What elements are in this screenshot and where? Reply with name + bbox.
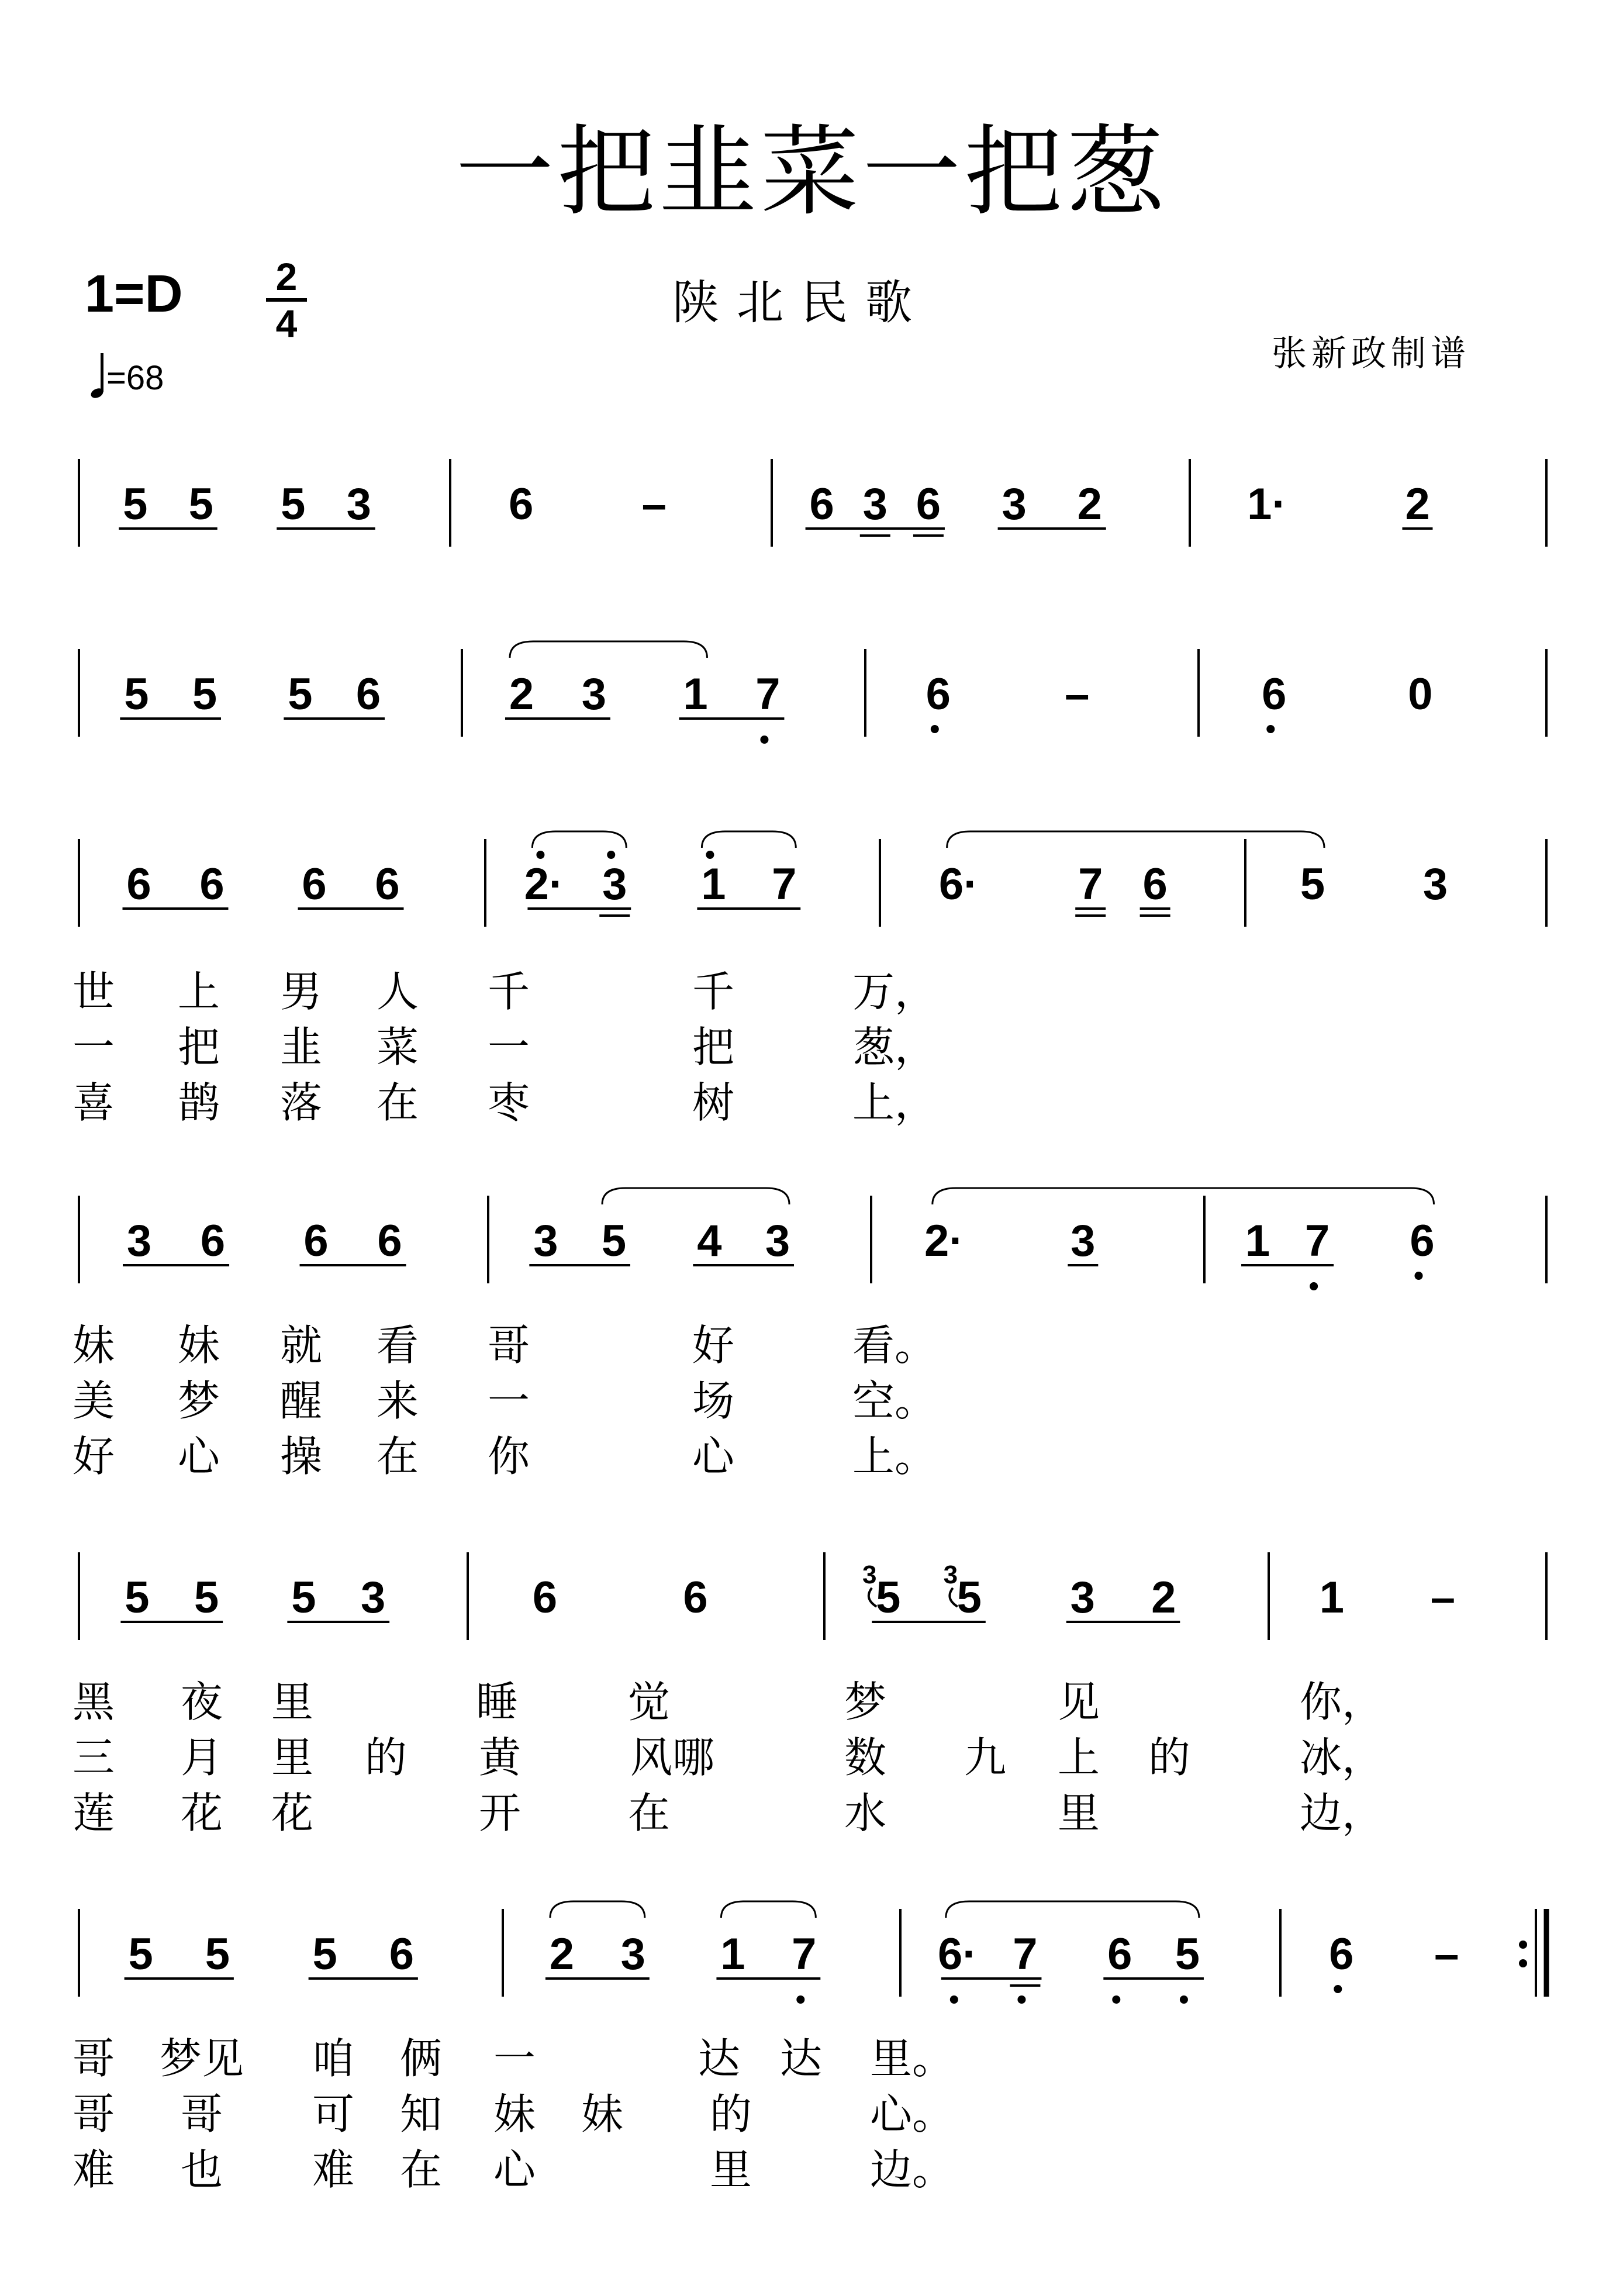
note-digit: 5: [188, 479, 213, 529]
lyric-syllable: 心。: [869, 2090, 955, 2139]
lyric-syllable: 男: [279, 967, 323, 1016]
lyric-syllable: 九: [964, 1733, 1007, 1782]
lyric-syllable: 难: [312, 2145, 355, 2194]
lyric-syllable: 达: [697, 2034, 741, 2083]
lyric-syllable: 韭: [279, 1023, 323, 1072]
lyric-syllable: 世: [72, 967, 115, 1016]
note-digit: 7: [755, 669, 781, 719]
note-digit: 6: [532, 1573, 558, 1622]
lyric-syllable: 一: [72, 1023, 115, 1072]
note-digit: 3: [1002, 479, 1027, 529]
note-digit: 5: [876, 1573, 901, 1622]
tie-slur: [946, 1901, 1199, 1918]
lyric-syllable: 里: [1057, 1789, 1100, 1838]
note-digit: 6: [509, 479, 534, 529]
lyric-syllable: 哥: [72, 2090, 115, 2139]
note-digit: 1: [1245, 1216, 1270, 1266]
lyric-syllable: 妹: [493, 2090, 536, 2139]
note-digit: 3: [602, 859, 627, 909]
lyric-syllable: 一: [493, 2034, 536, 2083]
note-digit: 6: [1107, 1929, 1132, 1979]
lyric-syllable: 树: [692, 1078, 735, 1127]
lyric-syllable: 哥: [487, 1321, 530, 1370]
tie-slur: [933, 1188, 1434, 1204]
note-digit: 5: [128, 1929, 153, 1979]
note-digit: 5: [312, 1929, 337, 1979]
lyric-syllable: 枣: [487, 1078, 530, 1127]
lyric-syllable: 把: [692, 1023, 735, 1072]
note-digit: 3: [1422, 859, 1448, 909]
lyric-syllable: 哥: [180, 2090, 223, 2139]
note-digit: 5: [125, 1573, 150, 1622]
lyric-syllable: 难: [72, 2145, 115, 2194]
lyric-syllable: 梦: [844, 1677, 887, 1727]
tempo-value: =68: [106, 359, 164, 397]
lyric-syllable: 妹: [581, 2090, 624, 2139]
lyric-syllable: 就: [279, 1321, 323, 1370]
note-digit: 5: [192, 669, 217, 719]
lyric-syllable: 人: [376, 967, 419, 1016]
lyric-syllable: 千: [692, 967, 735, 1016]
note-digit: 7: [772, 859, 797, 909]
time-signature-bottom: 4: [275, 302, 298, 345]
note-digit: 5: [291, 1573, 316, 1622]
note-digit: 5: [123, 479, 148, 529]
note-digit: 0: [1408, 669, 1433, 719]
lyric-syllable: 看: [376, 1321, 419, 1370]
lyric-syllable: 在: [399, 2145, 443, 2194]
lyric-syllable: 空。: [852, 1376, 937, 1425]
lyric-syllable: 数: [844, 1733, 887, 1782]
lyric-syllable: 喜: [72, 1078, 115, 1127]
lyric-syllable: 美: [72, 1376, 115, 1425]
note-digit: 3: [360, 1573, 386, 1622]
note-digit: 6: [1329, 1929, 1354, 1979]
note-digit: 3: [620, 1929, 645, 1979]
note-digit: –: [641, 479, 667, 529]
tie-slur: [510, 641, 707, 658]
high-octave-dot: [536, 851, 544, 859]
lyric-syllable: 一: [487, 1376, 530, 1425]
note-digit: –: [1430, 1573, 1455, 1622]
lyric-syllable: 上: [1057, 1733, 1100, 1782]
tie-slur: [947, 831, 1324, 848]
lyric-syllable: 开: [478, 1789, 522, 1838]
lyric-syllable: 心: [692, 1432, 735, 1481]
note-digit: 2: [1077, 479, 1102, 529]
note-digit: 1: [1319, 1573, 1344, 1622]
low-octave-dot: [1415, 1272, 1423, 1280]
lyric-syllable: 醒: [279, 1376, 323, 1425]
note-digit: 5: [1175, 1929, 1200, 1979]
note-digit: 6: [389, 1929, 415, 1979]
note-digit: 2·: [924, 1216, 964, 1266]
low-octave-dot: [1180, 1995, 1188, 2004]
lyric-syllable: 好: [692, 1321, 735, 1370]
note-digit: 3: [346, 479, 371, 529]
lyric-syllable: 花: [271, 1789, 314, 1838]
lyric-syllable: 你: [487, 1432, 530, 1481]
note-digit: 6: [199, 859, 225, 909]
lyric-syllable: 哥: [72, 2034, 115, 2083]
lyric-syllable: 的: [364, 1733, 408, 1782]
note-digit: 6: [302, 859, 327, 909]
note-digit: –: [1065, 669, 1090, 719]
low-octave-dot: [1017, 1995, 1025, 2004]
tie-slur: [702, 831, 796, 848]
lyric-syllable: 黄: [478, 1733, 522, 1782]
lyric-syllable: 梦: [177, 1376, 220, 1425]
lyric-syllable: 上，: [852, 1078, 937, 1127]
low-octave-dot: [931, 725, 939, 733]
note-digit: 6·: [938, 1929, 978, 1979]
lyric-syllable: 妹: [72, 1321, 115, 1370]
key-signature: 1=D: [85, 265, 183, 323]
lyric-syllable: 咱: [312, 2034, 355, 2083]
lyric-syllable: 可: [312, 2090, 355, 2139]
note-digit: 6: [377, 1216, 402, 1266]
high-octave-dot: [607, 851, 615, 859]
note-digit: 3: [126, 1216, 152, 1266]
lyric-syllable: 三: [72, 1733, 115, 1782]
lyric-syllable: 心: [177, 1432, 220, 1481]
note-digit: 6: [683, 1573, 708, 1622]
lyric-syllable: 菜: [376, 1023, 419, 1072]
note-digit: 2: [1151, 1573, 1176, 1622]
note-digit: 4: [697, 1216, 722, 1266]
lyric-syllable: 俩: [399, 2034, 443, 2083]
lyric-syllable: 边，: [1299, 1789, 1384, 1838]
lyric-syllable: 月: [180, 1733, 223, 1782]
lyric-syllable: 达: [779, 2034, 823, 2083]
song-origin: 陕北民歌: [672, 275, 930, 330]
note-digit: 1: [701, 859, 726, 909]
lyric-syllable: 上。: [852, 1432, 937, 1481]
repeat-dot: [1519, 1959, 1527, 1967]
arranger-credit: 张新政制谱: [1272, 333, 1470, 374]
note-digit: 3: [862, 479, 888, 529]
note-digit: 5: [124, 669, 149, 719]
note-digit: 6: [303, 1216, 329, 1266]
lyric-syllable: 来: [376, 1376, 419, 1425]
note-digit: 5: [194, 1573, 219, 1622]
low-octave-dot: [760, 736, 768, 744]
lyric-syllable: 鹊: [177, 1078, 220, 1127]
grace-note: 3: [862, 1560, 877, 1589]
lyric-syllable: 边。: [869, 2145, 955, 2194]
lyric-syllable: 水: [844, 1789, 887, 1838]
low-octave-dot: [1334, 1985, 1342, 1993]
low-octave-dot: [950, 1995, 958, 2004]
low-octave-dot: [1266, 725, 1275, 733]
lyric-syllable: 落: [279, 1078, 323, 1127]
tie-slur: [602, 1188, 789, 1204]
note-digit: 1: [720, 1929, 745, 1979]
high-octave-dot: [706, 851, 714, 859]
note-digit: 5: [205, 1929, 230, 1979]
lyric-syllable: 里: [271, 1733, 314, 1782]
note-digit: 2·: [524, 859, 564, 909]
low-octave-dot: [1112, 1995, 1120, 2004]
note-digit: 2: [549, 1929, 575, 1979]
lyric-syllable: 见: [1057, 1677, 1100, 1727]
lyric-syllable: 里。: [869, 2034, 955, 2083]
note-digit: 6: [1410, 1216, 1435, 1266]
note-digit: 3: [1070, 1573, 1095, 1622]
lyric-syllable: 万，: [852, 967, 937, 1016]
note-digit: 3: [581, 669, 607, 719]
tie-slur: [721, 1901, 816, 1918]
tie-slur: [532, 831, 626, 848]
lyric-syllable: 千: [487, 967, 530, 1016]
lyric-syllable: 冰，: [1299, 1733, 1384, 1782]
lyric-syllable: 在: [376, 1078, 419, 1127]
lyric-syllable: 的: [1148, 1733, 1191, 1782]
lyric-syllable: 夜: [180, 1677, 223, 1727]
lyric-syllable: 花: [180, 1789, 223, 1838]
lyric-syllable: 梦见: [159, 2034, 244, 2083]
note-digit: 1·: [1247, 479, 1287, 529]
note-digit: 5: [601, 1216, 627, 1266]
lyric-syllable: 在: [627, 1789, 671, 1838]
lyric-syllable: 一: [487, 1023, 530, 1072]
note-digit: 1: [683, 669, 708, 719]
lyric-syllable: 知: [399, 2090, 443, 2139]
lyric-syllable: 也: [180, 2145, 223, 2194]
tie-slur: [550, 1901, 645, 1918]
lyric-syllable: 操: [279, 1432, 323, 1481]
note-digit: 6·: [938, 859, 979, 909]
note-digit: 3: [765, 1216, 790, 1266]
note-digit: 7: [1304, 1216, 1330, 1266]
note-digit: –: [1434, 1929, 1459, 1979]
note-digit: 2: [509, 669, 534, 719]
lyric-syllable: 觉: [627, 1677, 671, 1727]
lyric-syllable: 心: [493, 2145, 536, 2194]
lyric-syllable: 妹: [177, 1321, 220, 1370]
note-digit: 6: [1142, 859, 1168, 909]
low-octave-dot: [796, 1995, 804, 2004]
lyric-syllable: 睡: [475, 1677, 519, 1727]
lyric-syllable: 你，: [1299, 1677, 1384, 1727]
note-digit: 6: [926, 669, 951, 719]
note-digit: 2: [1405, 479, 1430, 529]
song-title: 一把韭菜一把葱: [455, 115, 1168, 229]
lyric-syllable: 把: [177, 1023, 220, 1072]
note-digit: 6: [375, 859, 400, 909]
grace-note: 3: [943, 1560, 958, 1589]
lyric-syllable: 在: [376, 1432, 419, 1481]
lyric-syllable: 风哪: [630, 1733, 715, 1782]
note-digit: 6: [355, 669, 381, 719]
note-digit: 3: [533, 1216, 558, 1266]
note-digit: 5: [288, 669, 313, 719]
note-digit: 3: [1071, 1216, 1096, 1266]
lyric-syllable: 葱，: [852, 1023, 937, 1072]
note-digit: 6: [916, 479, 941, 529]
lyric-syllable: 看。: [852, 1321, 937, 1370]
lyric-syllable: 里: [709, 2145, 752, 2194]
lyric-syllable: 黑: [72, 1677, 115, 1727]
note-digit: 5: [1300, 859, 1325, 909]
note-digit: 6: [126, 859, 151, 909]
note-digit: 6: [809, 479, 834, 529]
lyric-syllable: 好: [72, 1432, 115, 1481]
lyric-syllable: 上: [177, 967, 220, 1016]
note-digit: 6: [1262, 669, 1287, 719]
lyric-syllable: 里: [271, 1677, 314, 1727]
time-signature-top: 2: [275, 255, 298, 298]
note-digit: 5: [956, 1573, 982, 1622]
lyric-syllable: 的: [709, 2090, 752, 2139]
note-digit: 6: [200, 1216, 226, 1266]
lyric-syllable: 莲: [72, 1789, 115, 1838]
note-digit: 7: [1078, 859, 1103, 909]
note-digit: 7: [1013, 1929, 1038, 1979]
note-digit: 5: [281, 479, 306, 529]
low-octave-dot: [1310, 1282, 1318, 1290]
lyric-syllable: 场: [692, 1376, 735, 1425]
repeat-dot: [1519, 1941, 1527, 1949]
note-digit: 7: [792, 1929, 817, 1979]
